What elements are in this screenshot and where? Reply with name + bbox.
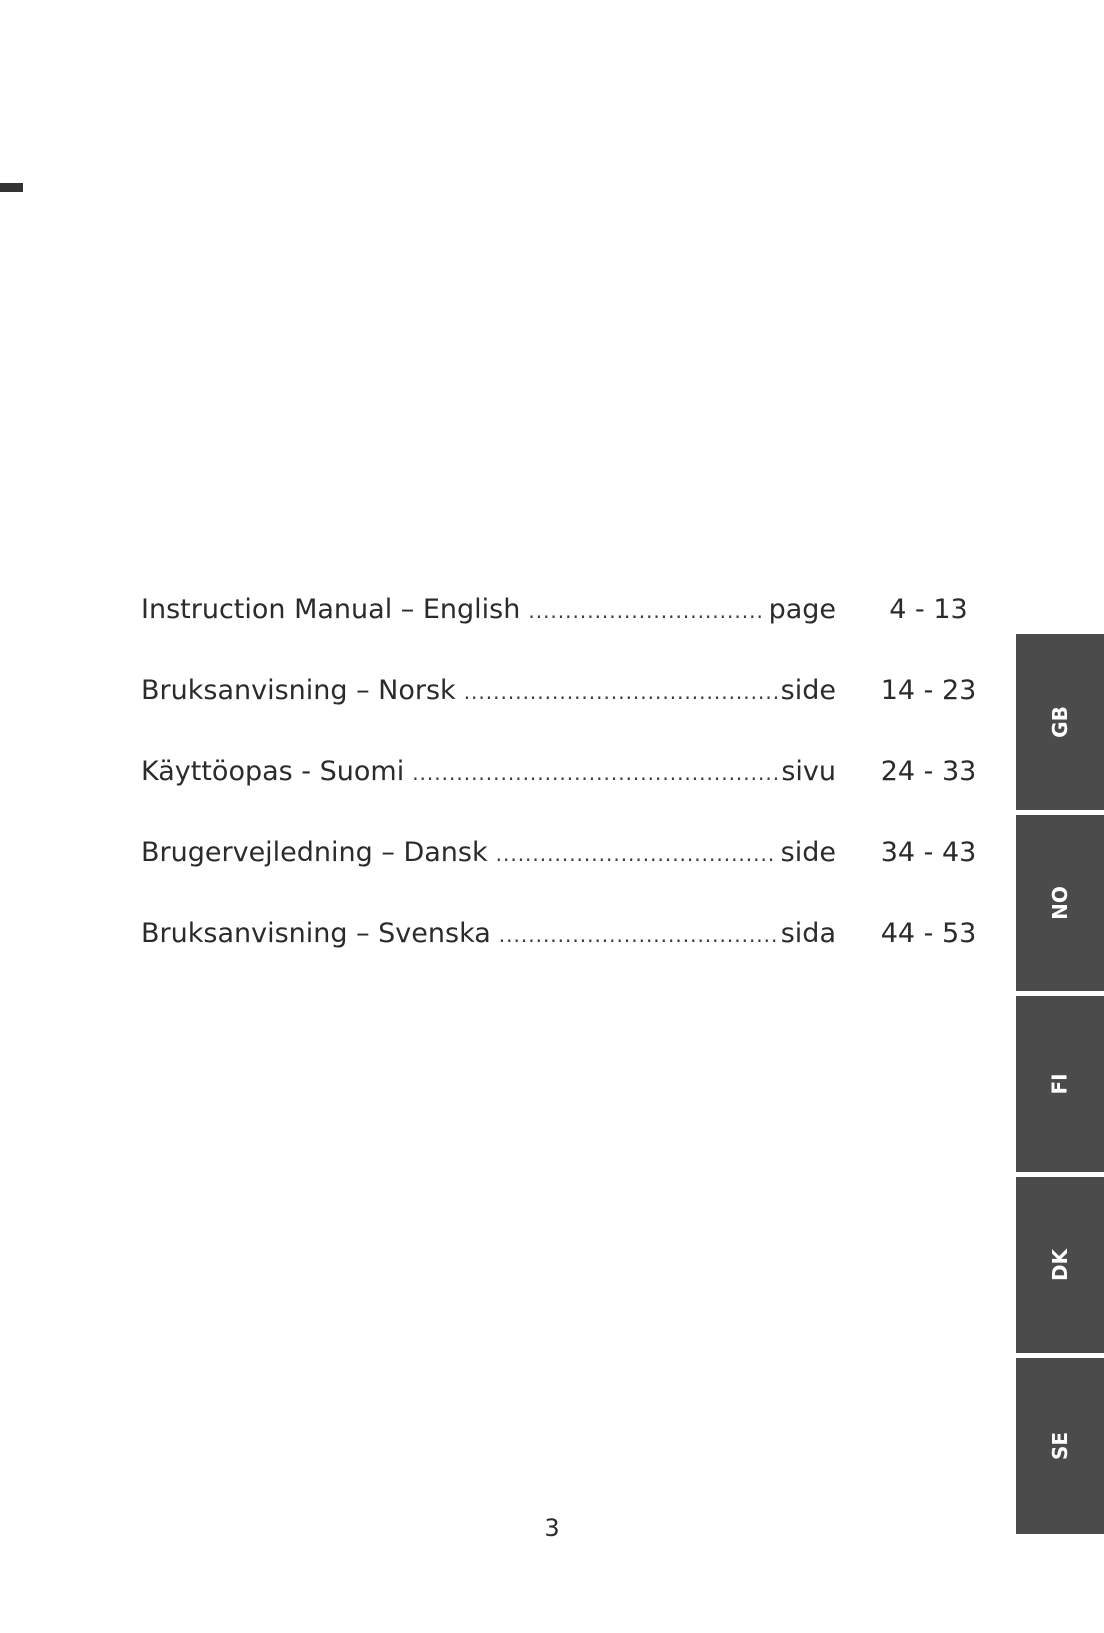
- toc-entry: [141, 914, 836, 954]
- tab-label: GB: [1047, 706, 1072, 738]
- toc-dot-leader: [528, 591, 764, 630]
- tab-label: NO: [1048, 886, 1072, 920]
- toc-row-suomi[interactable]: [141, 752, 981, 792]
- language-tab-no[interactable]: [1016, 815, 1104, 991]
- toc-dot-leader: [496, 834, 777, 873]
- toc-title: Brugervejledning – Dansk: [141, 837, 488, 868]
- toc-page-range: 34 - 43: [880, 837, 977, 868]
- language-tab-se[interactable]: [1016, 1358, 1104, 1534]
- toc-title: Bruksanvisning – Norsk: [141, 675, 456, 706]
- toc-row-english[interactable]: [141, 590, 981, 630]
- tab-label: SE: [1047, 1431, 1072, 1461]
- toc-page-word: side: [780, 837, 836, 868]
- corner-crop-mark: [0, 183, 23, 192]
- toc-row-dansk[interactable]: [141, 833, 981, 873]
- toc-dot-leader: [412, 753, 777, 792]
- toc-row-svenska[interactable]: [141, 914, 981, 954]
- language-tab-fi[interactable]: [1016, 996, 1104, 1172]
- toc-entry: [141, 752, 836, 792]
- toc-entry: [141, 671, 836, 711]
- toc-page-word: sivu: [781, 756, 836, 787]
- language-tab-dk[interactable]: [1016, 1177, 1104, 1353]
- language-tab-gb[interactable]: [1016, 634, 1104, 810]
- toc-dot-leader: [499, 915, 777, 954]
- toc-row-norsk[interactable]: [141, 671, 981, 711]
- page-number: 3: [544, 1514, 560, 1542]
- toc-title: Bruksanvisning – Svenska: [141, 918, 491, 949]
- toc-entry: [141, 833, 836, 873]
- tab-label: FI: [1047, 1073, 1072, 1095]
- toc-title: Käyttöopas - Suomi: [141, 756, 405, 787]
- toc-entry: [141, 590, 836, 630]
- toc-page-word: page: [768, 594, 836, 625]
- toc-title: Instruction Manual – English: [141, 594, 521, 625]
- toc-page-range: 4 - 13: [889, 594, 968, 625]
- toc-page-word: side: [780, 675, 836, 706]
- toc-page-range: 44 - 53: [880, 918, 977, 949]
- toc-dot-leader: [464, 672, 777, 711]
- toc-page-range: 14 - 23: [880, 675, 977, 706]
- toc-page-word: sida: [780, 918, 836, 949]
- tab-label: DK: [1047, 1248, 1072, 1282]
- toc-page-range: 24 - 33: [880, 756, 977, 787]
